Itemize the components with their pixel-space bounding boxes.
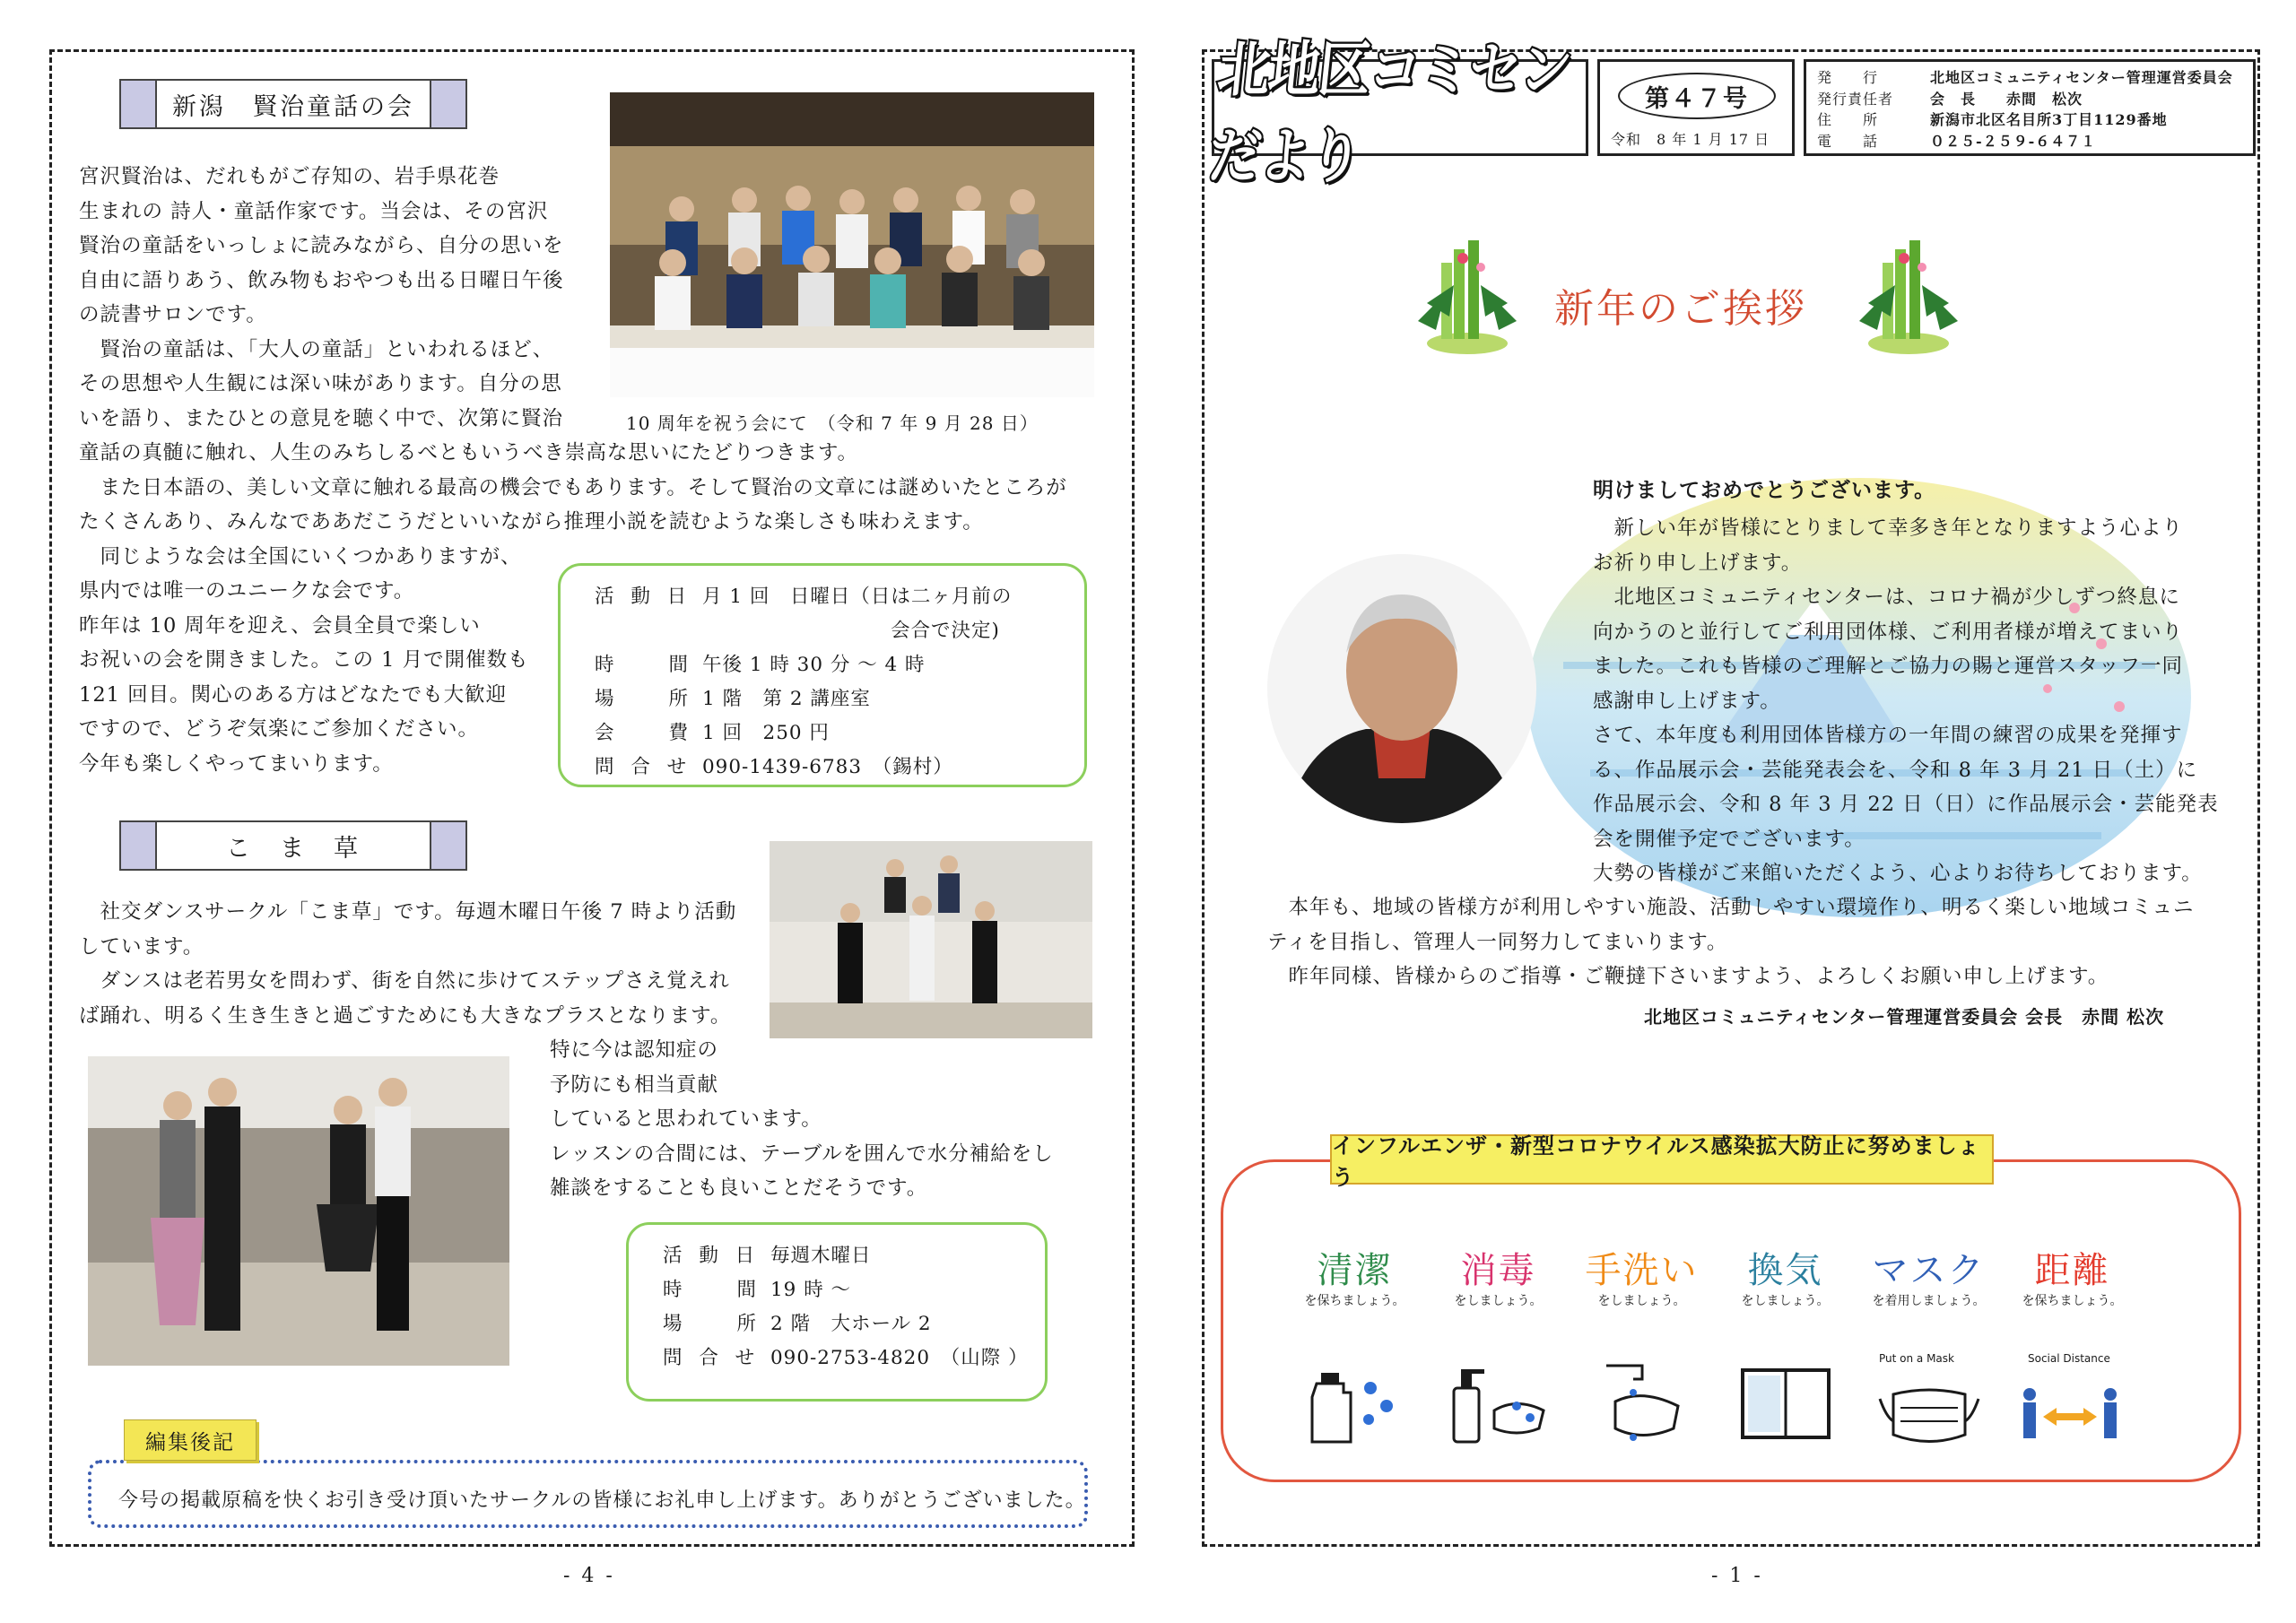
face-mask-icon <box>1875 1372 1983 1462</box>
kenji-info-box <box>558 563 1087 787</box>
distance-caption: Social Distance <box>2028 1352 2110 1365</box>
kenji-group-photo <box>610 92 1094 397</box>
kenji-body-text: 宮沢賢治は、だれもがご存知の、岩手県花巻 生まれの 詩人・童話作家です。当会は、その宮沢 賢治の童話をいっしょに読みながら、自分の思いを 自由に語りあう、飲み物もおやつも出る日曜日午後 の読書サロンです。 賢治の童話は、「大人の童話」といわれるほど、 その思想や人生観には深い味があります。自分の思 いを語り、またひとの意見を聴く中で、次第に賢治 童話の真髄に触れ、人生のみちしるべともいうべき崇高な思いにたどりつきます。 また日本語の、美しい文章に触れる最高の機会でもあります。そして賢治の文章には謎めいたところが たくさんあり、みんなでああだこうだといいながら推理小説を読むような楽しさも味わえます。 同じような会は全国にいくつかありますが、 県内では唯一のユニークな会です。 昨年は 10 周年を迎え、会員全員で楽しい お祝いの会を開きました。この 1 月で開催数も 121 回目。関心のある方はどなたでも大歓迎 ですので、どうぞ気楽にご参加ください。 今年も楽しくやってまいります。 <box>79 165 1067 776</box>
page-number-1: - 1 - <box>1711 1565 1763 1587</box>
sanitizer-pump-icon <box>1445 1357 1552 1446</box>
kenji-info-fee: 会 費 1 回 250 円 <box>595 722 830 744</box>
kadomatsu-right-icon <box>1850 231 1967 357</box>
prevention-title: インフルエンザ・新型コロナウイルス感染拡大防止に努めましょう <box>1330 1134 1994 1185</box>
kenji-section-header: 新潟 賢治童話の会 <box>119 79 467 129</box>
kenji-info-day-cont: 会合で決定) <box>891 620 1000 642</box>
kenji-info-place: 場 所 1 階 第 2 講座室 <box>595 688 871 710</box>
editor-note-title: 編集後記 <box>124 1419 257 1461</box>
prevention-item-ventilation: 換気 をしましょう。 <box>1741 1250 1830 1308</box>
social-distance-icon <box>2016 1372 2124 1462</box>
masthead-title: 北地区コミセンだより <box>1212 59 1588 156</box>
kenji-info-contact: 問 合 せ 090-1439-6783 （錫村） <box>595 756 953 778</box>
greeting-body-text-wide: 本年も、地域の皆様方が利用しやすい施設、活動しやすい環境作り、明るく楽しい地域コミュニ ティを目指し、管理人一同努力してまいります。 昨年同様、皆様からのご指導・ご鞭撻下さいますよう、よろしくお願い申し上げます。 <box>1267 896 2195 988</box>
prevention-item-disinfection: 消毒 をしましょう。 <box>1454 1250 1543 1308</box>
newsletter-page-4 <box>49 49 1135 1547</box>
hand-washing-icon <box>1588 1357 1696 1446</box>
chairman-portrait-photo <box>1267 554 1536 823</box>
masthead-issue-box <box>1597 59 1795 156</box>
greeting-title: 新年のご挨拶 <box>1554 286 1807 332</box>
page-number-4: - 4 - <box>563 1565 615 1587</box>
komakusa-body-text-top: 社交ダンスサークル「こま草」です。毎週木曜日午後 7 時より活動 しています。 ダンスは老若男女を問わず、街を自然に歩けてステップさえ覚えれ ば踊れ、明るく生き生きと過ごすためにも大きなプラスとなります。 <box>79 900 737 1028</box>
responsible-row: 発行責任者 会 長 赤間 松次 <box>1817 90 2083 108</box>
spray-bottle-icon <box>1299 1357 1406 1446</box>
editor-note-box <box>88 1460 1088 1528</box>
komakusa-info-day: 活 動 日 毎週木曜日 <box>663 1245 872 1267</box>
komakusa-info-box <box>626 1222 1048 1402</box>
mask-caption: Put on a Mask <box>1879 1352 1954 1365</box>
komakusa-section-header: こ ま 草 <box>119 820 467 871</box>
greeting-signature: 北地区コミュニティセンター管理運営委員会 会長 赤間 松次 <box>1644 1006 2165 1028</box>
greeting-body-text: 新しい年が皆様にとりまして幸多き年となりますよう心より お祈り申し上げます。 北地区コミュニティセンターは、コロナ禍が少しずつ終息に 向かうのと並行してご利用団体様、ご利用者様が増えてまいり ました。これも皆様のご理解とご協力の賜と運営スタッフ一同 感謝申し上げます。 さて、本年度も利用団体皆様方の一年間の練習の成果を発揮す る、作品展示会・芸能発表会を、令和 8 年 3 月 21 日（土）に 作品展示会、令和 8 年 3 月 22 日（日）に作品展示会・芸能発表 会を開催予定でございます。 大勢の皆様がご来館いただくよう、心よりお待ちしております。 <box>1593 516 2219 885</box>
komakusa-info-contact: 問 合 せ 090-2753-4820 （山際 ） <box>663 1347 1029 1369</box>
issue-number: 第４７号 <box>1618 73 1776 119</box>
kenji-info-time: 時 間 午後 1 時 30 分 ～ 4 時 <box>595 654 926 676</box>
prevention-item-distance: 距離 を保ちましょう。 <box>2022 1250 2123 1308</box>
kadomatsu-left-icon <box>1409 231 1526 357</box>
open-window-icon <box>1732 1357 1839 1446</box>
publisher-row: 発 行 北地区コミュニティセンター管理運営委員会 <box>1817 69 2233 86</box>
kenji-info-day: 活 動 日 月 1 回 日曜日（日は二ヶ月前の <box>595 586 1013 608</box>
issue-date: 令和 8 年 1 月 17 日 <box>1611 131 1770 148</box>
address-row: 住 所 新潟市北区名目所3丁目1129番地 <box>1817 111 2168 128</box>
masthead-publisher-box <box>1804 59 2256 156</box>
komakusa-info-place: 場 所 2 階 大ホール 2 <box>663 1313 932 1335</box>
greeting-opening: 明けましておめでとうございます。 <box>1593 478 1936 502</box>
komakusa-group-photo <box>770 841 1092 1038</box>
kenji-photo-caption: 10 周年を祝う会にて （令和 7 年 9 月 28 日） <box>626 412 1039 434</box>
komakusa-dance-photo <box>88 1056 509 1366</box>
prevention-item-mask: マスク を着用しましょう。 <box>1872 1250 1986 1308</box>
phone-row: 電 話 ０２５-２５９-６４７１ <box>1817 132 2097 150</box>
komakusa-info-time: 時 間 19 時 ～ <box>663 1279 852 1301</box>
komakusa-body-text-side: 特に今は認知症の 予防にも相当貢献 していると思われています。 レッスンの合間には、テーブルを囲んで水分補給をし 雑談をすることも良いことだそうです。 <box>550 1038 1054 1200</box>
prevention-item-cleanliness: 清潔 を保ちましょう。 <box>1304 1250 1405 1308</box>
newsletter-page-1 <box>1202 34 2260 1547</box>
editor-note-body: 今号の掲載原稿を快くお引き受け頂いたサークルの皆様にお礼申し上げます。ありがとうございました。 <box>118 1489 1086 1512</box>
prevention-item-handwashing: 手洗い をしましょう。 <box>1585 1250 1699 1308</box>
